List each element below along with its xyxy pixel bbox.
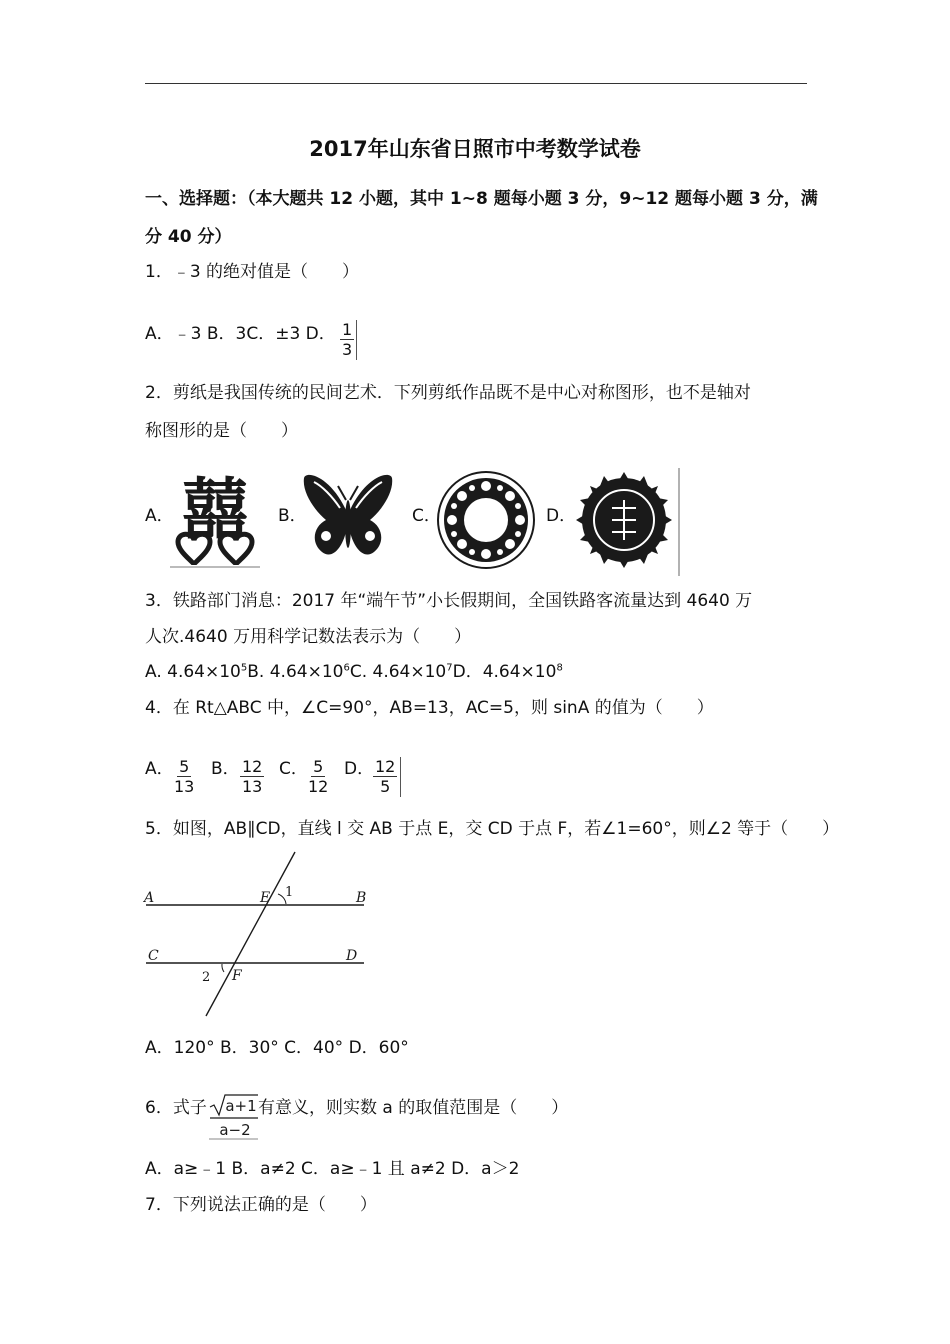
- question-2-label-a: A．: [145, 506, 174, 526]
- header-rule: [145, 83, 807, 84]
- section-heading-line2: 分 40 分）: [145, 227, 232, 247]
- page-title: 2017年山东省日照市中考数学试卷: [309, 137, 641, 161]
- formula-denominator: a−2: [219, 1121, 251, 1139]
- fraction-numerator: 1: [342, 320, 353, 339]
- label-d: D: [346, 948, 358, 964]
- question-2-label-b: B．: [278, 506, 307, 526]
- fraction-denominator: 13: [242, 777, 263, 796]
- option-d-exponent: 8: [556, 662, 563, 674]
- label-angle-2: 2: [202, 970, 211, 985]
- parallel-lines-figure: [140, 850, 380, 1020]
- fraction-denominator: 13: [174, 777, 195, 796]
- option-a-base: A. 4.64×10: [145, 662, 241, 682]
- question-3-options: [145, 661, 563, 683]
- question-2-stem-line1: 2．剪纸是我国传统的民间艺术．下列剪纸作品既不是中心对称图形，也不是轴对: [145, 383, 751, 403]
- formula-frame-edge: [400, 757, 401, 797]
- label-c: C: [148, 948, 159, 964]
- question-4-label-b: B．: [211, 759, 240, 779]
- fraction-numerator: 5: [179, 757, 190, 776]
- question-6-options: A．a≥﹣1 B．a≠2 C．a≥﹣1 且 a≠2 D．a＞2: [145, 1159, 520, 1179]
- option-c-exponent: 7: [446, 662, 453, 674]
- fraction-numerator: 5: [313, 757, 324, 776]
- option-d-base: D．4.64×10: [452, 662, 557, 682]
- option-c-base: C. 4.64×10: [349, 662, 447, 682]
- formula-frame-edge: [356, 320, 357, 360]
- question-4-fraction-d: [373, 757, 397, 796]
- question-1-fraction-d: [340, 320, 354, 359]
- butterfly-papercut-image: [300, 470, 396, 568]
- question-4-fraction-a: [172, 757, 196, 796]
- question-5-stem: 5．如图，AB∥CD，直线 l 交 AB 于点 E，交 CD 于点 F，若∠1=60°，则∠2 等于（ ）: [145, 819, 840, 839]
- radical-fraction-formula: [208, 1093, 260, 1141]
- label-e: E: [260, 890, 271, 906]
- question-4-stem: 4．在 Rt△ABC 中，∠C=90°，AB=13，AC=5，则 sinA 的值为（ ）: [145, 698, 714, 718]
- label-f: F: [232, 968, 242, 984]
- option-b-exponent: 6: [343, 662, 350, 674]
- ring-papercut-image: [434, 470, 538, 570]
- question-1-options: A．﹣3 B．3C．±3 D．: [145, 324, 336, 344]
- question-7-stem: 7．下列说法正确的是（ ）: [145, 1195, 377, 1215]
- option-b-base: B. 4.64×10: [247, 662, 344, 682]
- formula-numerator: a+1: [225, 1097, 257, 1115]
- option-a-exponent: 5: [240, 662, 248, 674]
- double-happiness-papercut-image: [170, 470, 260, 568]
- question-6-stem-suffix: 有意义，则实数 a 的取值范围是（ ）: [258, 1098, 569, 1118]
- fraction-denominator: 5: [380, 777, 391, 796]
- question-1-stem: 1．﹣3 的绝对值是（ ）: [145, 262, 360, 282]
- question-4-fraction-b: [240, 757, 264, 796]
- fraction-numerator: 12: [375, 757, 396, 776]
- section-heading-line1: 一、选择题：（本大题共 12 小题，其中 1~8 题每小题 3 分，9~12 题每小题 3 分，满: [145, 189, 818, 209]
- fraction-denominator: 3: [342, 340, 353, 359]
- question-4-label-c: C．: [279, 759, 308, 779]
- question-2-label-c: C．: [412, 506, 441, 526]
- question-4-fraction-c: [306, 757, 330, 796]
- question-2-stem-line2: 称图形的是（ ）: [145, 421, 298, 441]
- label-b: B: [356, 890, 367, 906]
- double-happiness-glyph: 囍: [182, 471, 248, 548]
- question-5-options: A．120° B．30° C．40° D．60°: [145, 1038, 409, 1058]
- fraction-numerator: 12: [242, 757, 263, 776]
- question-6-stem-prefix: 6．式子: [145, 1098, 207, 1118]
- question-3-stem-line2: 人次.4640 万用科学记数法表示为（ ）: [145, 627, 472, 647]
- gear-papercut-image: [572, 468, 682, 576]
- question-4-label-d: D．: [344, 759, 375, 779]
- label-a: A: [144, 890, 155, 906]
- question-2-label-d: D．: [546, 506, 577, 526]
- fraction-denominator: 12: [308, 777, 329, 796]
- label-angle-1: 1: [285, 885, 294, 900]
- question-4-label-a: A．: [145, 759, 174, 779]
- question-3-stem-line1: 3．铁路部门消息：2017 年“端午节”小长假期间，全国铁路客流量达到 4640 万: [145, 591, 753, 611]
